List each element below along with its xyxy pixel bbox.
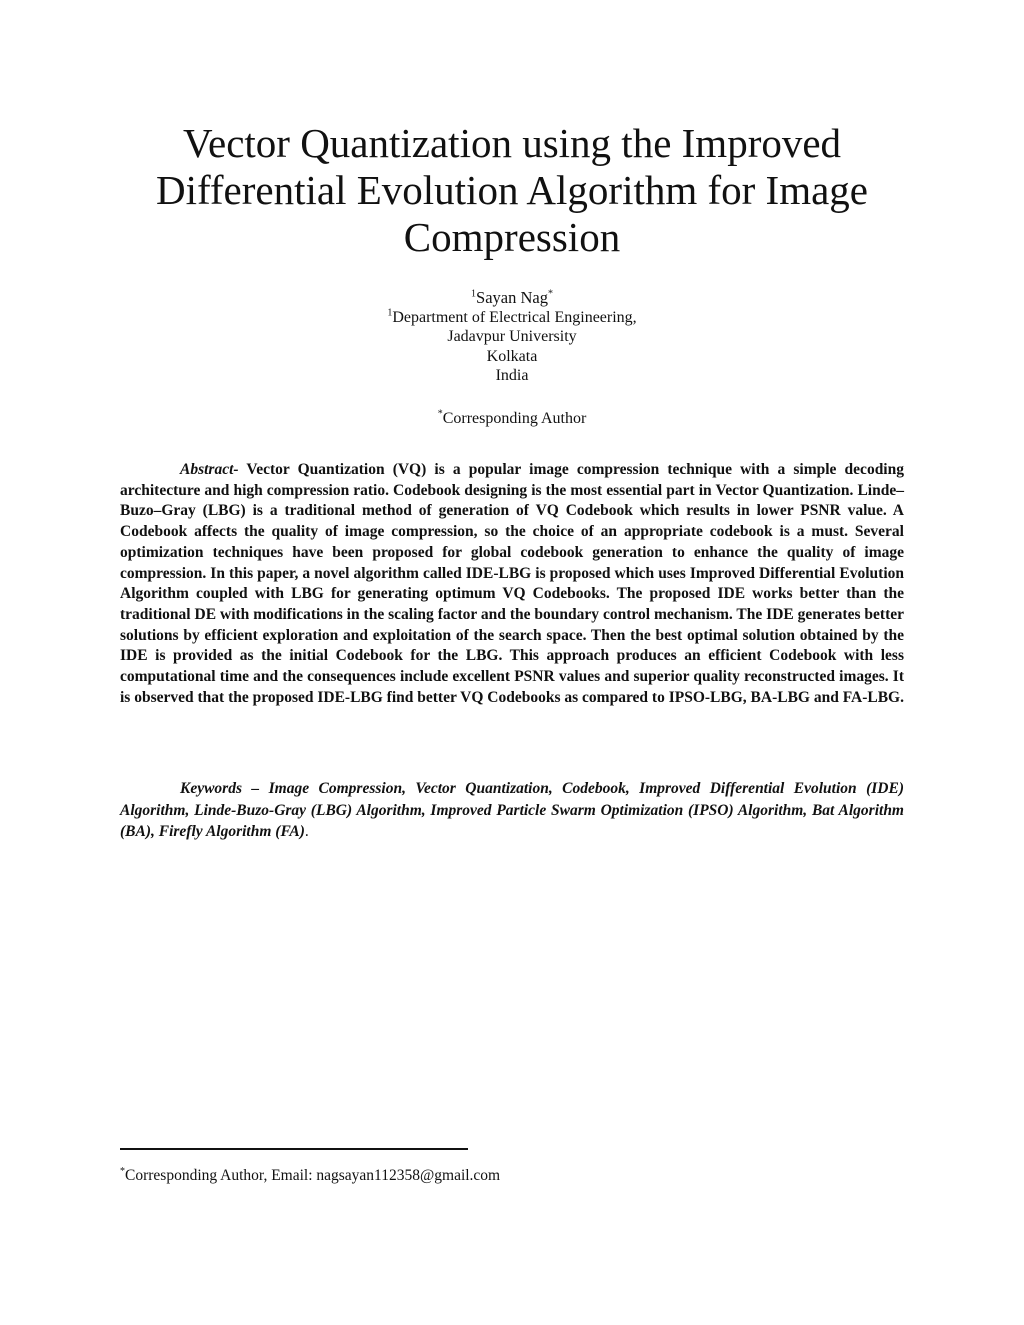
abstract-label: Abstract- [180,461,239,478]
keywords-tail: . [304,823,309,840]
keywords-text: Keywords – Image Compression, Vector Quantization, Codebook, Improved Differential Evolution (IDE) Algorithm, Linde-Buzo-Gray (LBG) Algorithm, Improved Particle Swarm Optimization (IPSO) Algorithm, Bat Algorithm (BA), Firefly Algorithm (FA) [120,780,904,840]
paper-title [120,120,904,261]
affiliation-university: Jadavpur University [447,328,577,345]
author-name: Sayan Nag [476,288,548,307]
affiliation-department: Department of Electrical Engineering, [392,308,637,326]
footnote-divider [120,1148,468,1150]
keywords-paragraph [120,778,904,843]
footnote-marker: * [120,1165,125,1177]
affiliation-country: India [495,367,529,384]
footnote [120,1166,904,1186]
title-line-3: Compression [403,214,621,260]
affiliation-city: Kolkata [486,347,538,365]
author-block [120,288,904,386]
footnote-text: Corresponding Author, Email: nagsayan112358@gmail.com [125,1167,501,1184]
corresponding-label: Corresponding Author [442,410,587,427]
abstract-paragraph [120,460,904,708]
corresponding-author-note [120,409,904,429]
title-line-2: Differential Evolution Algorithm for Image [155,167,868,213]
affiliation-marker: 1 [387,307,393,319]
abstract-text: Vector Quantization (VQ) is a popular image compression technique with a simple decoding architecture and high compression ratio. Codebook designing is the most essential part in Vector Quantization. Linde–Buzo–Gray (LBG) is a traditional method of generation of VQ Codebook which results in lower PSNR value. A Codebook affects the quality of image compression, so the choice of an appropriate codebook is a must. Several optimization techniques have been proposed for global codebook generation to enhance the quality of image compression. In this paper, a novel algorithm called IDE-LBG is proposed which uses Improved Differential Evolution Algorithm coupled with LBG for generating optimum VQ Codebooks. The proposed IDE works better than the traditional DE with modifications in the scaling factor and the boundary control mechanism. The IDE generates better solutions by efficient exploration and exploitation of the search space. Then the best optimal solution obtained by the IDE is provided as the initial Codebook for the LBG. This approach produces an efficient Codebook with less computational time and the consequences include excellent PSNR values and superior quality reconstructed images. It is observed that the proposed IDE-LBG find better VQ Codebooks as compared to IPSO-LBG, BA-LBG and FA-LBG. [120,461,904,706]
corresponding-marker: * [437,408,443,420]
author-name-line [120,288,904,308]
author-corresponding-marker: * [547,288,553,300]
affiliation-department-line [120,308,904,328]
title-line-1: Vector Quantization using the Improved [182,120,842,166]
author-affiliation-marker: 1 [471,288,477,300]
